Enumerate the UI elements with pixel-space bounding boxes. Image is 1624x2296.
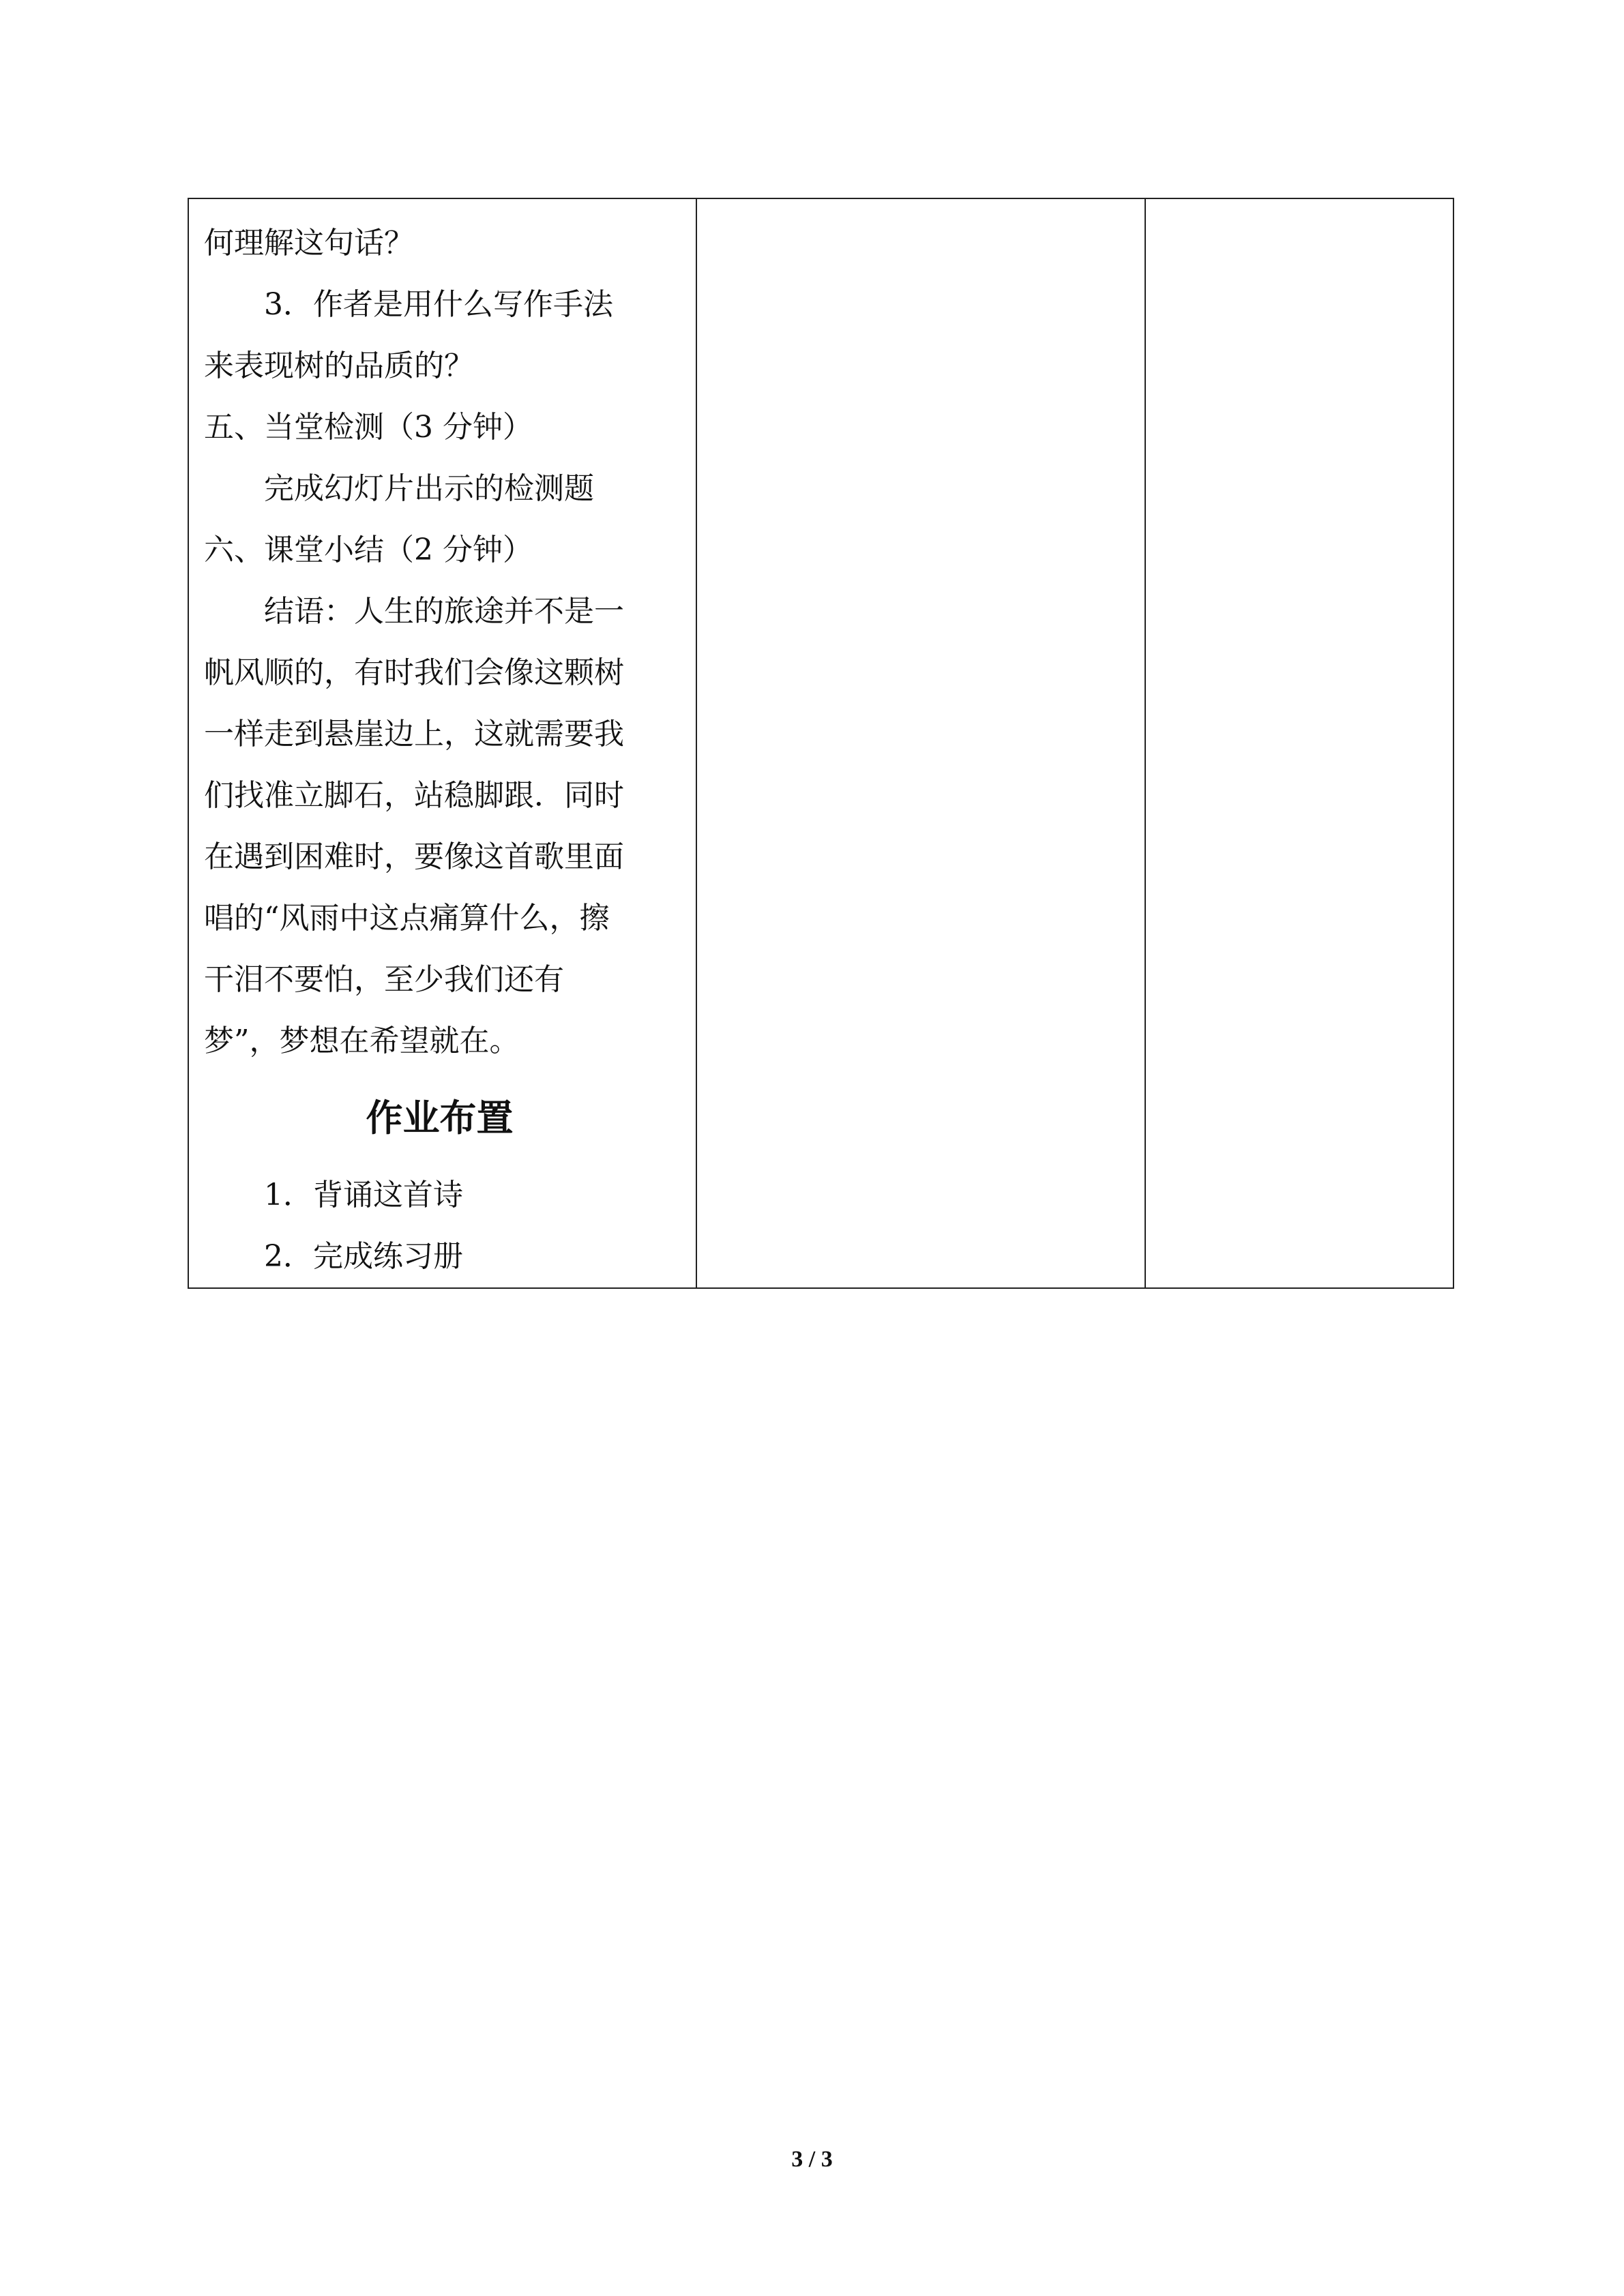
page-number: 3 / 3 xyxy=(791,2147,833,2172)
text-line: 3．作者是用什么写作手法 xyxy=(264,287,613,322)
teaching-process-cell xyxy=(188,198,696,1288)
text-line: 一样走到悬崖边上，这就需要我 xyxy=(204,717,624,751)
text-line: 帆风顺的，有时我们会像这颗树 xyxy=(204,655,624,690)
section-heading-detect: 五、当堂检测（3 分钟） xyxy=(204,410,533,445)
empty-cell-middle xyxy=(696,198,1145,1288)
text-line: 干泪不要怕，至少我们还有 xyxy=(204,962,564,997)
text-line: 何理解这句话？ xyxy=(204,226,414,260)
text-line: 唱的“风雨中这点痛算什么，擦 xyxy=(204,901,610,936)
homework-item: 2．完成练习册 xyxy=(264,1239,463,1274)
text-line: 结语：人生的旅途并不是一 xyxy=(264,594,624,629)
section-heading-summary: 六、课堂小结（2 分钟） xyxy=(204,533,533,567)
text-line: 在遇到困难时，要像这首歌里面 xyxy=(204,839,624,874)
homework-item: 1．背诵这首诗 xyxy=(264,1178,463,1212)
text-line: 们找准立脚石，站稳脚跟．同时 xyxy=(204,778,624,813)
teaching-process-content xyxy=(189,199,696,1287)
text-line: 完成幻灯片出示的检测题 xyxy=(264,471,594,506)
text-line: 来表现树的品质的？ xyxy=(204,348,474,383)
empty-cell-right xyxy=(1145,198,1453,1288)
text-line: 梦”，梦想在希望就在。 xyxy=(204,1024,520,1058)
lesson-plan-table xyxy=(188,198,1454,1289)
homework-title: 作业布置 xyxy=(366,1097,514,1139)
table-row xyxy=(188,198,1453,1288)
